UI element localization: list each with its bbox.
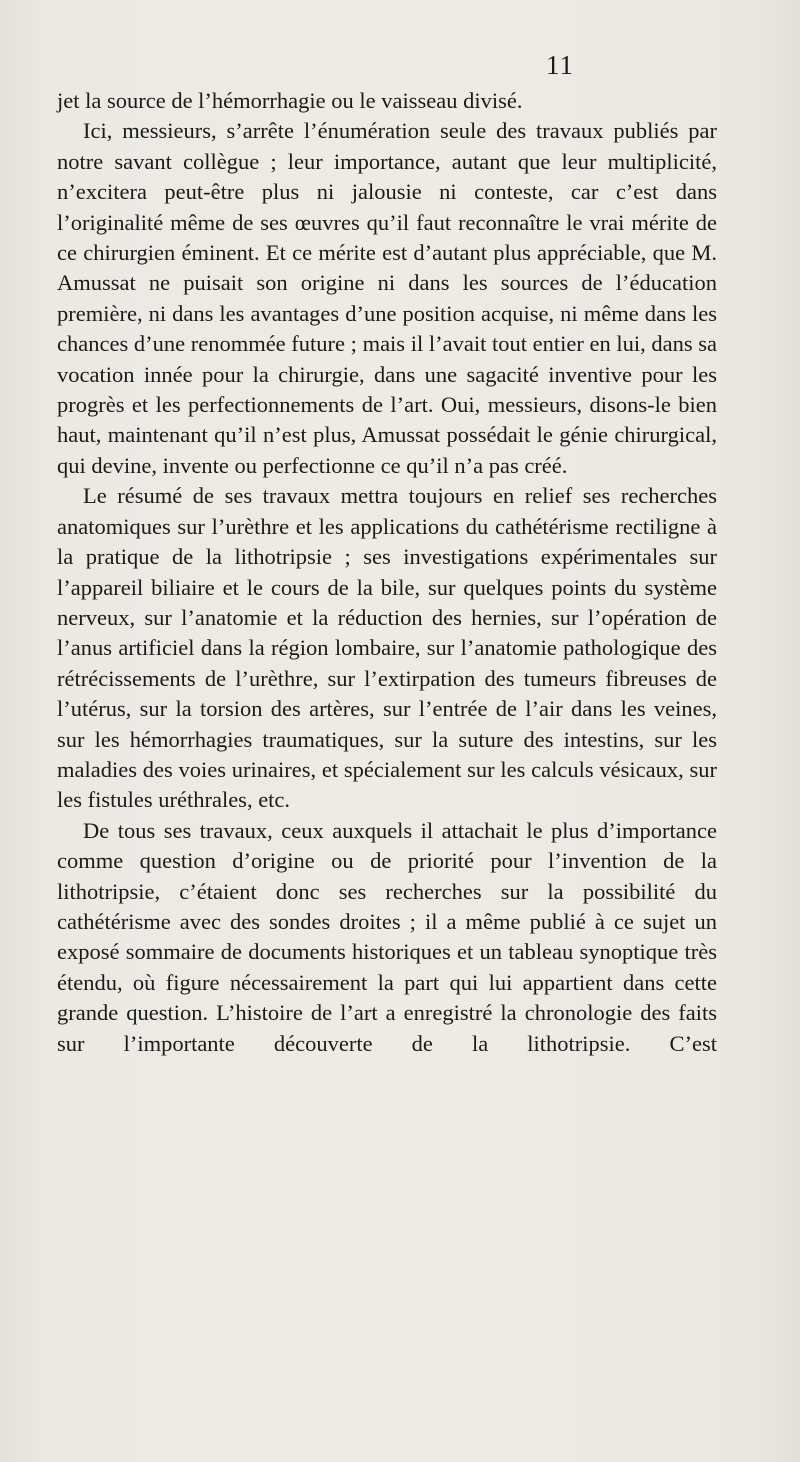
paragraph-amussat-merit: Ici, messieurs, s’arrête l’énumération seule des travaux publiés par notre savant collègue ; leur importance, autant que leur multiplicité, n’excitera peut-être plus ni jalousie ni conteste, car c’est dans l’originalité même de ses œuvres qu’il faut reconnaître le vrai mérite de ce chirurgien éminent. Et ce mérite est d’autant plus appréciable, que M. Amussat ne puisait son origine ni dans les sources de l’éducation première, ni dans les avantages d’une position acquise, ni même dans les chances d’une renommée future ; mais il l’avait tout entier en lui, dans sa vocation innée pour la chirurgie, dans une sagacité inventive pour les progrès et les perfectionnements de l’art. Oui, messieurs, disons-le bien haut, maintenant qu’il n’est plus, Amussat possédait le génie chirurgical, qui devine, invente ou perfectionne ce qu’il n’a pas créé. xyxy=(57,118,717,478)
page-number: 11 xyxy=(546,50,574,80)
paragraph-lithotripsy: De tous ses travaux, ceux auxquels il attachait le plus d’importance comme question d’origine ou de priorité pour l’invention de la lithotripsie, c’étaient donc ses recherches sur la possibilité du cathétérisme avec des sondes droites ; il a même publié à ce sujet un exposé sommaire de documents historiques et un tableau synoptique très étendu, où figure nécessairement la part qui lui appartient dans cette grande question. L’histoire de l’art a enregistré la chronologie des faits sur l’importante découverte de la lithotripsie. C’est xyxy=(57,817,717,1056)
paragraph-works-summary: Le résumé de ses travaux mettra toujours en relief ses recherches anatomiques sur l’urèthre et les applications du cathétérisme rectiligne à la pratique de la lithotripsie ; ses investigations expérimentales sur l’appareil biliaire et le cours de la bile, sur quelques points du système nerveux, sur l’anatomie et la réduction des hernies, sur l’opération de l’anus artificiel dans la région lombaire, sur l’anatomie pathologique des rétrécissements de l’urèthre, sur l’extirpation des tumeurs fibreuses de l’utérus, sur la torsion des artères, sur l’entrée de l’air dans les veines, sur les hémorrhagies traumatiques, sur la suture des intestins, sur les maladies des voies urinaires, et spécialement sur les calculs vésicaux, sur les fistules uréthrales, etc. xyxy=(57,483,717,813)
body-text xyxy=(57,86,717,1059)
paragraph-continuation: jet la source de l’hémorrhagie ou le vaisseau divisé. xyxy=(57,88,523,113)
